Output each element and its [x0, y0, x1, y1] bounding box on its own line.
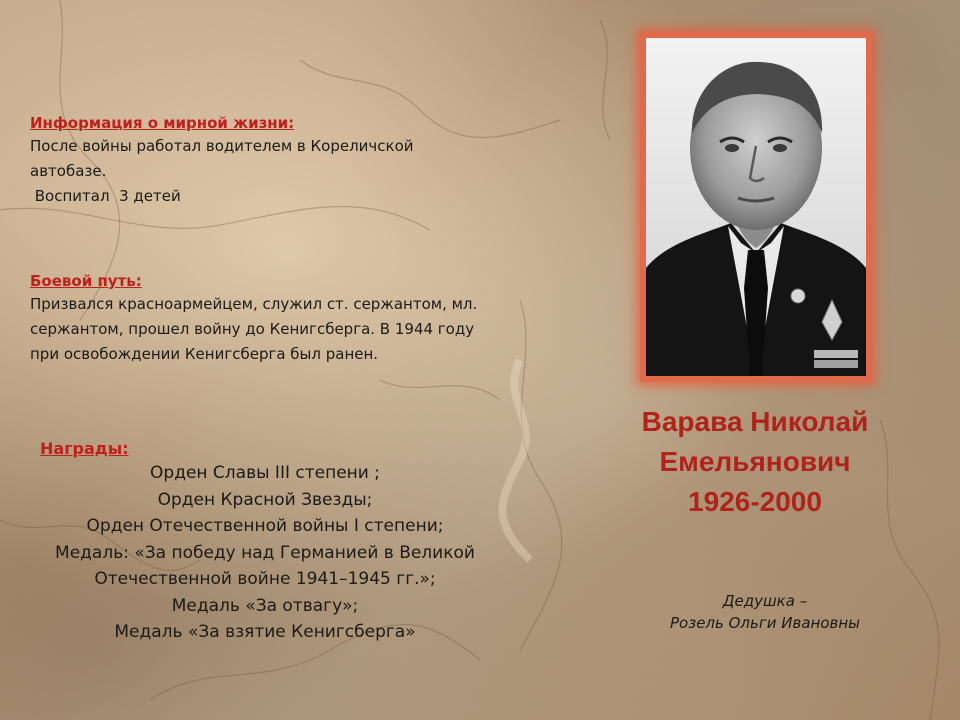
person-name-block	[600, 402, 910, 522]
award-item: Медаль: «За победу над Германией в Великой Отечественной войне 1941–1945 гг.»;	[55, 542, 475, 589]
award-item: Медаль «За отвагу»;	[171, 595, 359, 616]
portrait-image	[646, 38, 866, 376]
person-name-line1: Варава Николай	[641, 406, 869, 437]
portrait-frame	[640, 32, 872, 382]
caption-line1: Дедушка –	[722, 592, 808, 610]
award-item: Орден Отечественной войны I степени;	[86, 516, 444, 536]
caption-line2: Розель Ольги Ивановны	[670, 614, 860, 632]
combat-path-section	[30, 270, 480, 367]
peace-life-line: После войны работал водителем в Кореличской автобазе.	[30, 137, 414, 180]
person-years: 1926-2000	[688, 486, 822, 517]
person-name-line2: Емельянович	[659, 446, 851, 477]
portrait-photo	[646, 38, 866, 376]
award-item: Орден Красной Звезды;	[157, 489, 373, 510]
peace-life-heading: Информация о мирной жизни:	[30, 114, 295, 132]
combat-path-heading: Боевой путь:	[30, 272, 142, 290]
combat-path-text: Призвался красноармейцем, служил ст. сержантом, мл. сержантом, прошел войну до Кенигсберга. В 1944 году при освобождении Кенигсберга был ранен.	[30, 295, 478, 363]
awards-list	[40, 460, 490, 646]
award-item: Медаль «За взятие Кенигсберга»	[114, 622, 416, 642]
peace-life-section	[30, 112, 480, 209]
relation-caption	[620, 590, 910, 634]
award-item: Орден Славы III степени ;	[150, 463, 380, 483]
awards-heading: Награды:	[40, 439, 129, 458]
peace-life-line: Воспитал 3 детей	[30, 187, 181, 205]
